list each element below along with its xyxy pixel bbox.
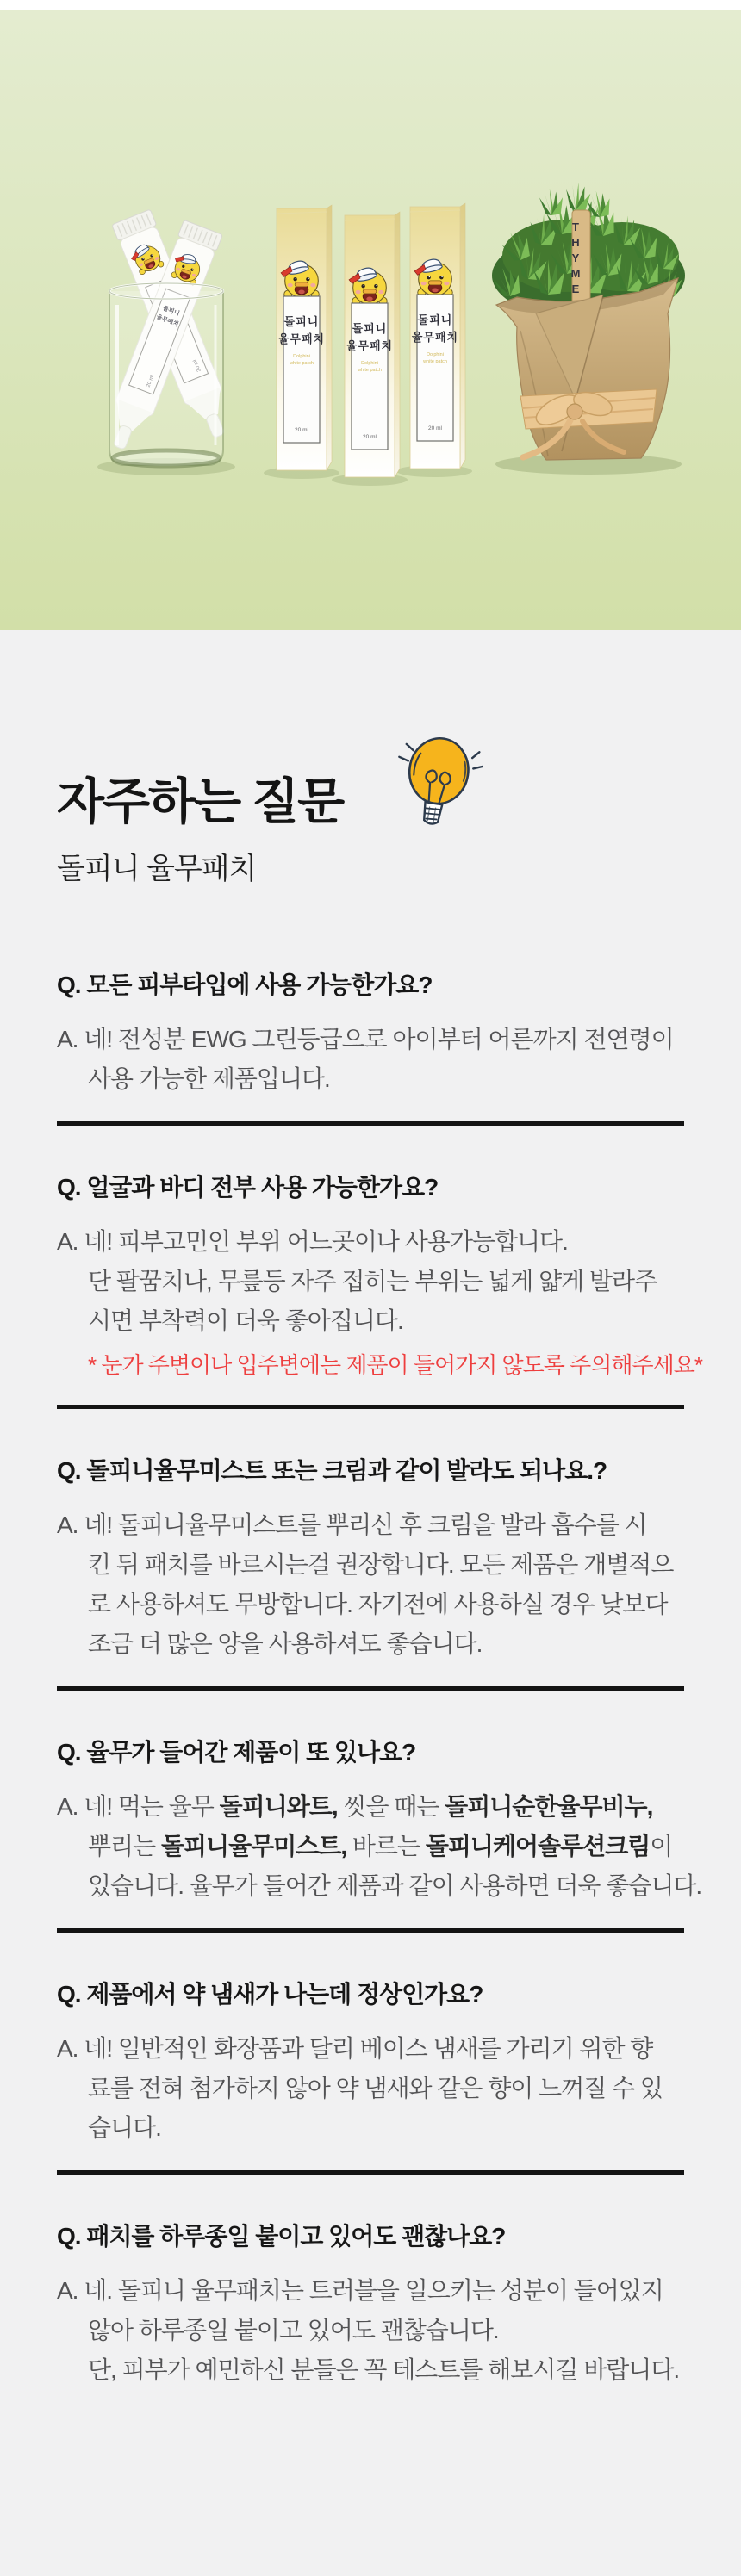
answer-text: 단, 피부가 예민하신 분들은 꼭 테스트를 해보시길 바랍니다. [88,2356,680,2384]
answer-bold-text: 돌피니케어솔루션크림 [425,1833,651,1860]
faq-answer [57,1505,684,1664]
answer-text: 조금 더 많은 양을 사용하셔도 좋습니다. [88,1630,483,1658]
faq-answer [57,1222,684,1341]
answer-line [57,1020,684,1059]
answer-line [57,1585,684,1624]
faq-warning-note: * 눈가 주변이나 입주변에는 제품이 들어가지 않도록 주의해주세요* [88,1352,702,1379]
faq-item [57,1454,684,1664]
answer-text: A. 네. 돌피니 율무패치는 트러블을 일으키는 성분이 들어있지 [57,2277,663,2305]
answer-line [57,1787,684,1827]
answer-text: A. 네! 돌피니율무미스트를 뿌리신 후 크림을 발라 흡수를 시 [57,1511,647,1539]
answer-line [57,1301,684,1341]
answer-line [57,2069,684,2108]
section-divider [57,2170,684,2175]
faq-answer [57,1020,684,1099]
faq-header [57,630,684,887]
answer-bold-text: 돌피니율무미스트, [160,1833,347,1860]
glass-cup [109,283,223,466]
faq-item [57,968,684,1099]
answer-line [57,1545,684,1585]
section-divider [57,1928,684,1933]
product-photo [0,10,741,630]
product-box-1 [277,205,332,470]
answer-line [57,1059,684,1099]
lightbulb-icon [392,732,482,835]
faq-item [57,1735,702,1906]
product-box-2 [345,212,400,477]
answer-text: A. 네! 전성분 EWG 그린등급으로 아이부터 어른까지 전연령이 [57,1026,674,1053]
answer-line [57,1222,684,1262]
answer-line [57,1505,684,1545]
faq-subtitle: 돌피니 율무패치 [57,853,257,886]
faq-question: Q. 얼굴과 바디 전부 사용 가능한가요? [57,1174,439,1201]
answer-line [57,1866,702,1906]
answer-text: A. 네! 먹는 율무 [57,1793,220,1821]
faq-question: Q. 율무가 들어간 제품이 또 있나요? [57,1739,416,1766]
answer-line [57,2271,684,2311]
answer-text: 시면 부착력이 더욱 좋아집니다. [88,1307,403,1335]
answer-line [57,2108,684,2148]
faq-answer [57,2271,684,2390]
faq-question: Q. 패치를 하루종일 붙이고 있어도 괜찮나요? [57,2223,506,2250]
answer-text: 이 [650,1833,673,1860]
answer-bold-text: 돌피니와트, [219,1793,338,1821]
faq-item [57,1170,702,1382]
faq-list [57,968,702,2390]
section-divider [57,1405,684,1409]
faq-item [57,2219,684,2390]
answer-text: 사용 가능한 제품입니다. [88,1065,330,1093]
faq-answer [57,1787,702,1906]
answer-line [57,1827,684,1866]
faq-section [0,630,741,2576]
product-photo-section [0,0,741,630]
answer-text: 킨 뒤 패치를 바르시는걸 권장합니다. 모든 제품은 개별적으 [88,1551,674,1579]
faq-item [57,1977,684,2148]
answer-bold-text: 돌피니순한율무비누, [445,1793,653,1821]
answer-text: 료를 전혀 첨가하지 않아 약 냄새와 같은 향이 느껴질 수 있 [88,2075,663,2102]
answer-text: 로 사용하셔도 무방합니다. 자기전에 사용하실 경우 낮보다 [88,1591,668,1618]
product-box-3 [410,203,465,469]
faq-question: Q. 모든 피부타입에 사용 가능한가요? [57,971,433,999]
answer-text: 바르는 [346,1833,426,1860]
faq-question: Q. 돌피니율무미스트 또는 크림과 같이 발라도 되나요.? [57,1457,607,1485]
answer-text: 습니다. [88,2114,161,2142]
answer-line [57,2350,684,2390]
faq-question: Q. 제품에서 약 냄새가 나는데 정상인가요? [57,1981,483,2008]
answer-text: 씻을 때는 [337,1793,445,1821]
faq-title: 자주하는 질문 [57,774,344,829]
answer-text: A. 네! 피부고민인 부위 어느곳이나 사용가능합니다. [57,1228,568,1256]
answer-line [57,2311,684,2350]
answer-line [57,1624,684,1664]
section-divider [57,1121,684,1126]
answer-text: 있습니다. 율무가 들어간 제품과 같이 사용하면 더욱 좋습니다. [88,1872,702,1900]
answer-text: 단 팔꿈치나, 무릎등 자주 접히는 부위는 넓게 얇게 발라주 [88,1268,657,1295]
answer-line [57,1262,684,1301]
faq-answer [57,2029,684,2148]
section-divider [57,1686,684,1691]
plant-tag-text: THYME [569,220,582,298]
answer-text: 않아 하루종일 붙이고 있어도 괜찮습니다. [88,2317,499,2344]
answer-line [57,2029,684,2069]
answer-text: 뿌리는 [88,1833,161,1860]
answer-text: A. 네! 일반적인 화장품과 달리 베이스 냄새를 가리기 위한 향 [57,2035,653,2063]
